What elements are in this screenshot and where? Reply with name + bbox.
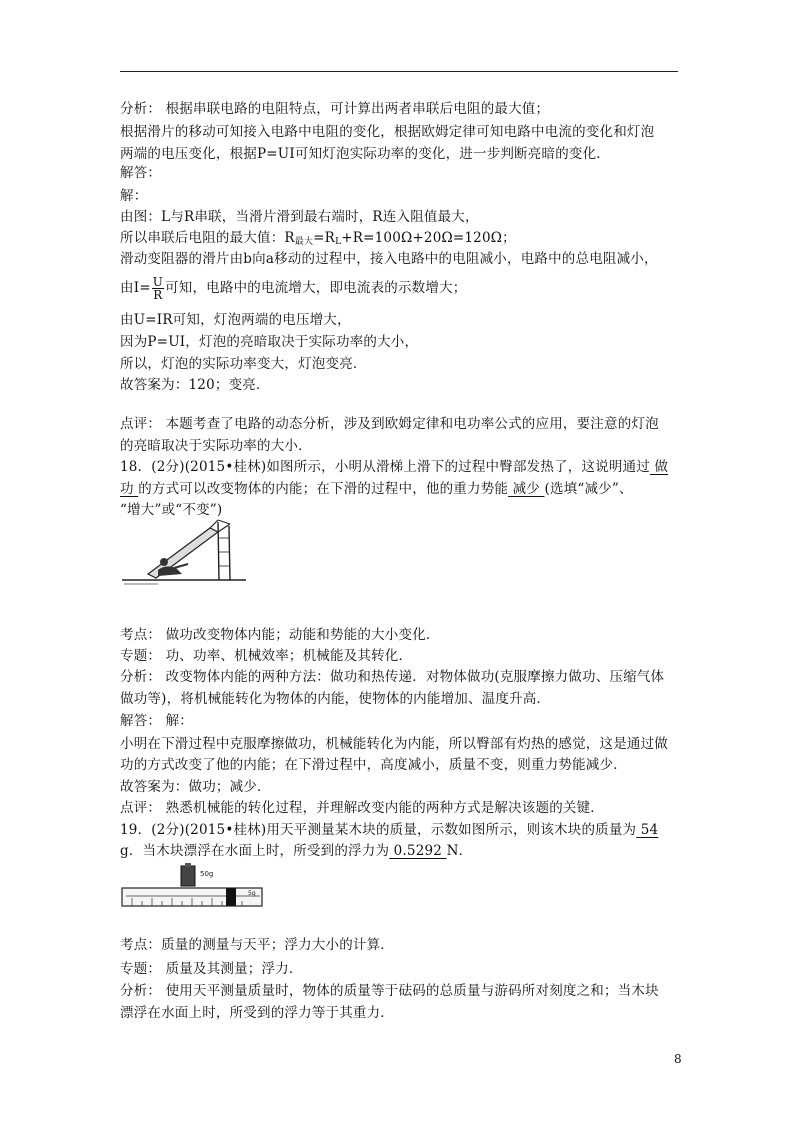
question-19-line — [120, 821, 658, 839]
text-line: 解答： — [120, 165, 162, 181]
question-18-line — [120, 458, 668, 476]
text-line: 根据滑片的移动可知接入电路中电阻的变化，根据欧姆定律可知电路中电流的变化和灯泡 — [120, 124, 655, 140]
weight-label: 50g — [200, 870, 214, 878]
text-line: 漂浮在水面上时，所受到的浮力等于其重力． — [120, 1005, 394, 1021]
text-fragment: 19．(2分)(2015•桂林)用天平测量某木块的质量，示数如图所示，则该木块的质量为 — [120, 822, 637, 838]
text-fragment: 所以串联后电阻的最大值：R — [120, 230, 295, 246]
subscript: 最大 — [294, 237, 314, 247]
text-line: 解： — [120, 188, 148, 204]
text-fragment: (选填“减少”、 — [544, 481, 633, 497]
text-fragment: N． — [446, 843, 473, 859]
text-line — [120, 842, 472, 860]
header-rule — [120, 71, 678, 72]
text-line: 专题： 质量及其测量；浮力． — [120, 961, 303, 977]
text-line: 功的方式改变了他的内能；在下滑过程中，高度减小，质量不变，则重力势能减少． — [120, 757, 627, 773]
text-line: 两端的电压变化，根据P=UI可知灯泡实际功率的变化，进一步判断亮暗的变化． — [120, 146, 611, 162]
text-line: 滑动变阻器的滑片由b向a移动的过程中，接入电路中的电阻减小，电路中的总电阻减小， — [120, 251, 658, 267]
text-line — [120, 276, 466, 301]
text-line: 分析： 改变物体内能的两种方法：做功和热传递．对物体做功(克服摩擦力做功、压缩气体 — [120, 669, 665, 685]
text-line — [120, 229, 516, 251]
text-line: 考点： 做功改变物体内能；动能和势能的大小变化． — [120, 627, 440, 643]
answer-blank: 减少 — [508, 481, 545, 497]
text-line: 做功等)，将机械能转化为物体的内能，使物体的内能增加、温度升高． — [120, 691, 551, 707]
answer-blank: 做 — [649, 459, 669, 475]
text-line: 的亮暗取决于实际功率的大小． — [120, 438, 312, 454]
text-fragment: +R=100Ω+20Ω=120Ω； — [341, 230, 516, 246]
text-fragment: g．当木块漂浮在水面上时，所受到的浮力为 — [120, 843, 390, 859]
text-line: 考点：质量的测量与天平；浮力大小的计算． — [120, 937, 394, 953]
slide-figure — [118, 518, 248, 588]
text-line: 小明在下滑过程中克服摩擦做功，机械能转化为内能，所以臀部有灼热的感觉，这是通过做 — [120, 736, 668, 752]
text-line: 故答案为：120；变亮． — [120, 377, 270, 393]
text-line: 所以，灯泡的实际功率变大，灯泡变亮． — [120, 356, 367, 372]
text-line: 解答： 解： — [120, 713, 193, 729]
text-fragment: 可知，电路中的电流增大，即电流表的示数增大； — [165, 280, 467, 296]
text-fragment: 由I= — [120, 280, 151, 296]
fraction — [152, 276, 164, 301]
answer-blank: 54 — [636, 822, 659, 838]
text-line: 分析： 根据串联电路的电阻特点，可计算出两者串联后电阻的最大值； — [120, 101, 550, 117]
text-fragment: 的方式可以改变物体的内能；在下滑的过程中，他的重力势能 — [138, 481, 509, 497]
text-line: 分析： 使用天平测量质量时，物体的质量等于砝码的总质量与游码所对刻度之和；当木块 — [120, 983, 659, 999]
text-line: 点评： 熟悉机械能的转化过程，并理解改变内能的两种方式是解决该题的关键． — [120, 800, 604, 816]
text-line: 由图：L与R串联，当滑片滑到最右端时，R连入阻值最大， — [120, 209, 479, 225]
answer-blank: 功 — [120, 481, 139, 497]
scale-end-label: 5g — [248, 890, 256, 897]
text-line: 由U=IR可知，灯泡两端的电压增大， — [120, 312, 351, 328]
text-fragment: 18．(2分)(2015•桂林)如图所示，小明从滑梯上滑下的过程中臀部发热了，这说明通过 — [120, 459, 650, 475]
subscript: L — [335, 237, 342, 247]
fraction-denominator: R — [153, 288, 163, 302]
balance-figure — [120, 862, 265, 912]
page-number: 8 — [674, 1052, 682, 1066]
text-line: 点评： 本题考查了电路的动态分析，涉及到欧姆定律和电功率公式的应用，要注意的灯泡 — [120, 416, 659, 432]
text-line: 故答案为：做功；减少． — [120, 779, 271, 795]
answer-blank: 0.5292 — [389, 843, 447, 859]
text-line: “增大”或“不变”) — [120, 502, 223, 518]
text-line: 因为P=UI，灯泡的亮暗取决于实际功率的大小， — [120, 334, 419, 350]
text-fragment: =R — [313, 230, 336, 246]
text-line — [120, 480, 633, 498]
fraction-numerator: U — [152, 275, 164, 289]
text-line: 专题： 功、功率、机械效率；机械能及其转化． — [120, 648, 413, 664]
